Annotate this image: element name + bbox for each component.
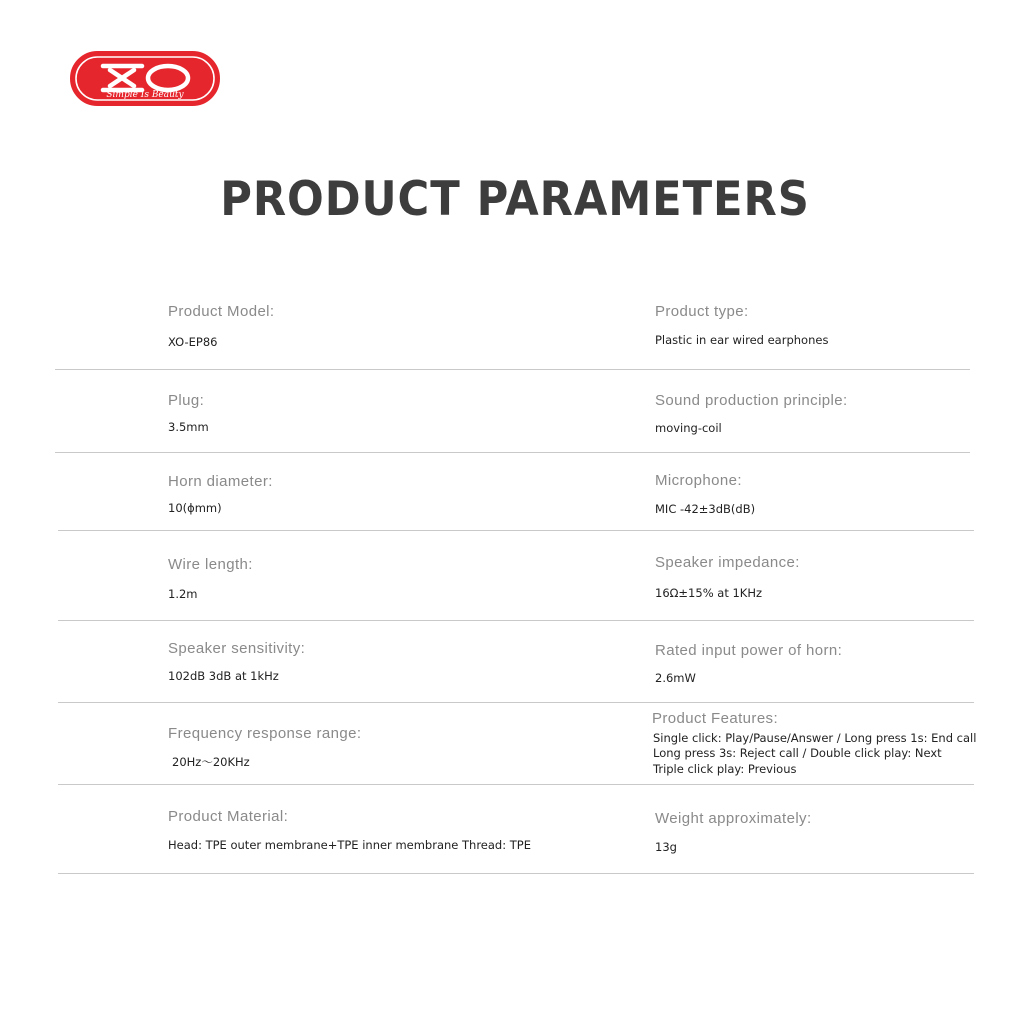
horn-diameter-label: Horn diameter: [168,473,273,490]
row-divider [58,530,974,531]
rated-power-label: Rated input power of horn: [655,642,843,659]
frequency-label: Frequency response range: [168,725,362,742]
brand-tagline: Simple Is Beauty [106,90,184,100]
plug-value: 3.5mm [168,420,209,434]
wire-length-label: Wire length: [168,556,253,573]
features-line: Single click: Play/Pause/Answer / Long press 1s: End call [653,731,977,745]
weight-label: Weight approximately: [655,810,812,827]
model-value: XO-EP86 [168,335,218,349]
sensitivity-value: 102dB 3dB at 1kHz [168,669,279,683]
horn-diameter-value: 10(ϕmm) [168,501,222,515]
page-title: PRODUCT PARAMETERS [220,172,810,227]
microphone-value: MIC -42±3dB(dB) [655,502,756,516]
row-divider [58,784,974,785]
sensitivity-label: Speaker sensitivity: [168,640,306,657]
model-label: Product Model: [168,303,275,320]
material-value: Head: TPE outer membrane+TPE inner membrane Thread: TPE [168,838,531,852]
row-divider [58,620,974,621]
row-divider [55,369,970,370]
principle-label: Sound production principle: [655,392,848,409]
plug-label: Plug: [168,392,205,409]
wire-length-value: 1.2m [168,587,198,601]
features-label: Product Features: [652,710,779,727]
weight-value: 13g [655,840,677,854]
principle-value: moving-coil [655,421,722,435]
features-line: Long press 3s: Reject call / Double click play: Next [653,746,942,760]
type-value: Plastic in ear wired earphones [655,333,829,347]
brand-logo [70,51,220,106]
features-line: Triple click play: Previous [653,762,797,776]
microphone-label: Microphone: [655,472,742,489]
impedance-label: Speaker impedance: [655,554,800,571]
impedance-value: 16Ω±15% at 1KHz [655,586,763,600]
row-divider [58,873,974,874]
material-label: Product Material: [168,808,289,825]
frequency-value: 20Hz～20KHz [172,755,250,769]
row-divider [58,702,974,703]
type-label: Product type: [655,303,749,320]
row-divider [55,452,970,453]
rated-power-value: 2.6mW [655,671,696,685]
